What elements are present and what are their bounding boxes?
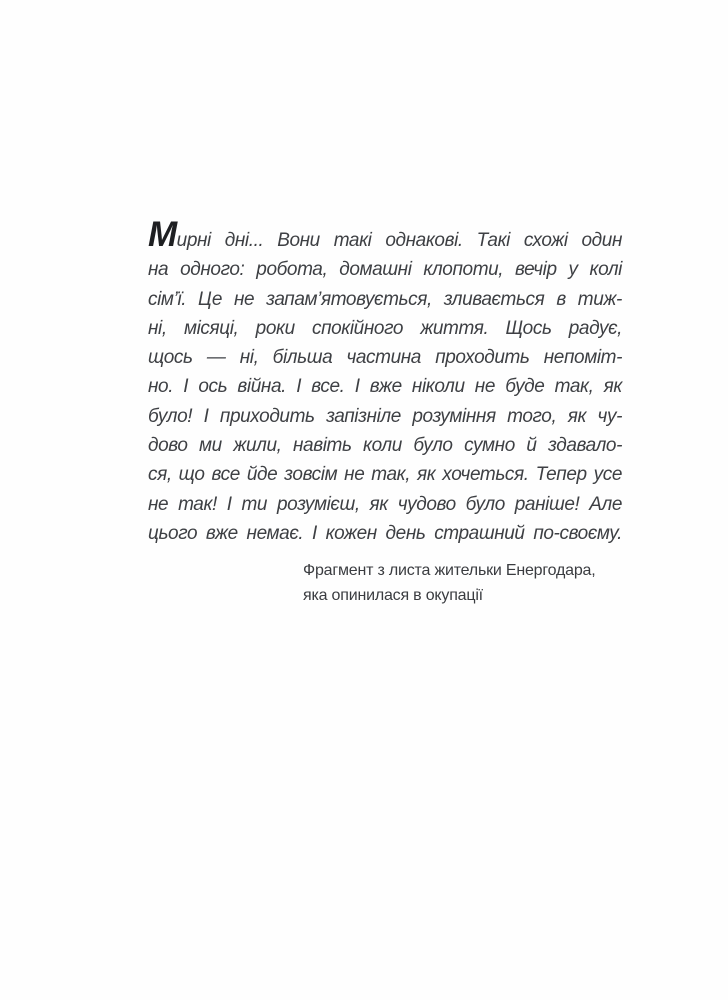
quote-line: но. І ось війна. І все. І вже ніколи не буде так, як [148, 376, 622, 398]
quote-lines [148, 255, 622, 548]
quote-line: цього вже немає. І кожен день страшний по-своєму. [148, 522, 622, 544]
drop-cap-initial: М [148, 215, 177, 254]
quote-first-line-text: ирні дні... Вони такі однакові. Такі схожі один [176, 230, 622, 251]
quote-line: ся, що все йде зовсім не так, як хочеться. Тепер усе [148, 464, 622, 486]
quote-line: сім’ї. Це не запам’ятовується, зливається в тиж- [148, 288, 622, 310]
quote-line: дово ми жили, навіть коли було сумно й здавало- [148, 435, 622, 457]
quote-paragraph [148, 215, 622, 608]
quote-first-line [148, 215, 622, 255]
quote-line: ні, місяці, роки спокійного життя. Щось радує, [148, 317, 622, 339]
attribution-line: Фрагмент з листа жительки Енергодара, [303, 562, 596, 580]
quote-line: не так! І ти розумієш, як чудово було раніше! Але [148, 493, 622, 515]
quote-line: на одного: робота, домашні клопоти, вечір у колі [148, 259, 622, 281]
quote-line: щось — ні, більша частина проходить непоміт- [148, 347, 622, 369]
attribution [303, 558, 622, 608]
attribution-line: яка опинилася в окупації [303, 587, 483, 605]
quote-line: було! І приходить запізніле розуміння того, як чу- [148, 405, 622, 427]
